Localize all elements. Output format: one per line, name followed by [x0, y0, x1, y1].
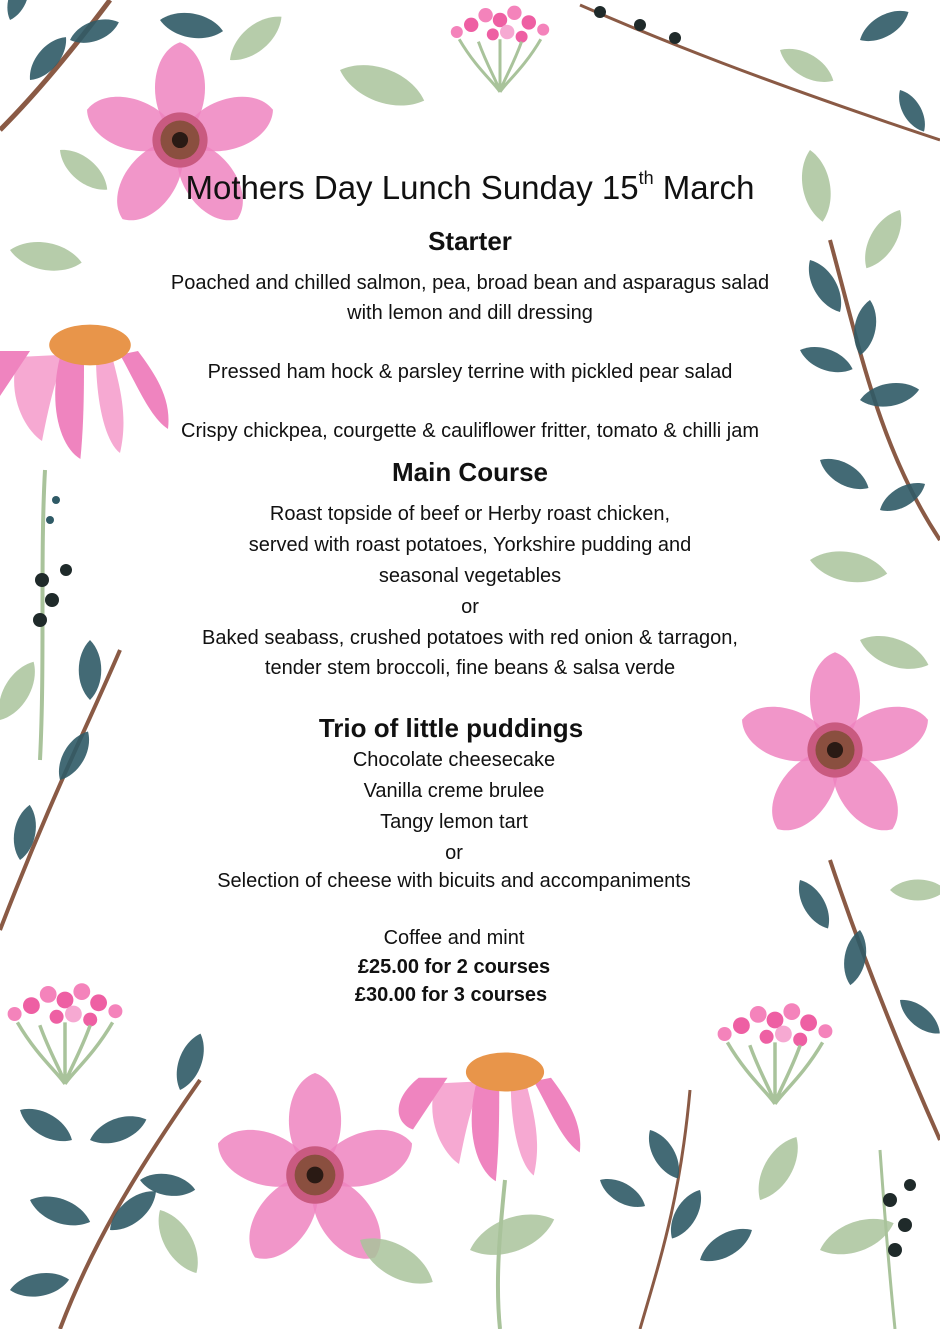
sage-leaf-icon — [222, 7, 290, 69]
main-course-line: Roast topside of beef or Herby roast chicken, — [269, 503, 671, 525]
dessert-line: Chocolate cheesecake — [352, 749, 556, 771]
starter-item: Crispy chickpea, courgette & cauliflower fritter, tomato & chilli jam — [181, 420, 759, 442]
teal-leaf-icon — [14, 1100, 77, 1149]
pink-cluster-flower-icon — [718, 1003, 833, 1104]
coffee-note: Coffee and mint — [383, 927, 525, 949]
teal-leaf-icon — [86, 1109, 150, 1151]
dessert-heading: Trio of little puddings — [318, 713, 584, 743]
teal-leaf-icon — [8, 1269, 71, 1302]
pink-cluster-flower-icon — [451, 6, 549, 92]
starter-heading: Starter — [428, 226, 512, 256]
main-course-line: served with roast potatoes, Yorkshire pudding and — [248, 534, 692, 556]
dessert-line: Tangy lemon tart — [380, 811, 528, 833]
dessert-line: Selection of cheese with bicuits and accompaniments — [217, 870, 691, 892]
main-course-line: Baked seabass, crushed potatoes with red onion & tarragon, — [202, 627, 738, 649]
sage-leaf-icon — [774, 40, 839, 91]
starter-item: Poached and chilled salmon, pea, broad bean and asparagus salad — [170, 272, 770, 294]
teal-leaf-icon — [169, 1030, 211, 1094]
sage-leaf-icon — [464, 1204, 560, 1266]
teal-leaf-icon — [2, 0, 35, 23]
sage-leaf-icon — [148, 1203, 208, 1280]
teal-leaf-icon — [595, 1172, 650, 1215]
teal-leaf-icon — [26, 1189, 94, 1233]
coneflower-icon — [399, 1052, 581, 1181]
main-course-line: or — [461, 596, 479, 618]
main-course-line: tender stem broccoli, fine beans & salsa verde — [264, 657, 676, 679]
price-three-courses: £30.00 for 3 courses — [354, 984, 548, 1006]
price-two-courses: £25.00 for 2 courses — [357, 956, 551, 978]
main-course-line: seasonal vegetables — [378, 565, 562, 587]
teal-leaf-icon — [855, 3, 914, 49]
teal-leaf-icon — [694, 1220, 757, 1269]
dessert-line: or — [445, 842, 463, 864]
starter-item: Pressed ham hock & parsley terrine with pickled pear salad — [207, 361, 733, 383]
teal-leaf-icon — [158, 8, 225, 43]
starter-item: with lemon and dill dressing — [347, 302, 593, 324]
main-course-heading: Main Course — [391, 457, 549, 487]
sage-leaf-icon — [748, 1130, 808, 1207]
menu-title: Mothers Day Lunch Sunday 15th March — [185, 168, 755, 206]
teal-leaf-icon — [892, 86, 932, 137]
dessert-line: Vanilla creme brulee — [363, 780, 545, 802]
sage-leaf-icon — [334, 54, 430, 116]
title-superscript: th — [638, 168, 654, 188]
